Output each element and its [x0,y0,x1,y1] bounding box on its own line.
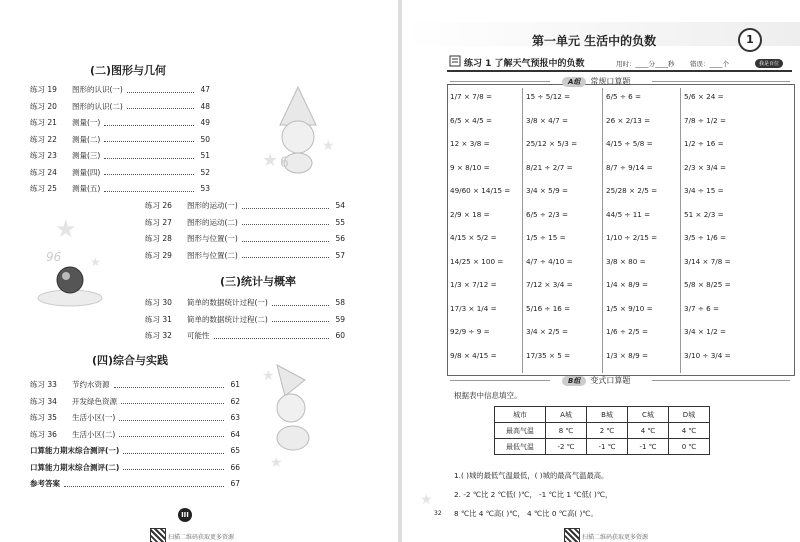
divider [450,380,550,381]
toc-title: 生活小区(二) [72,429,116,439]
toc-title: 简单的数据统计过程(二) [187,314,268,324]
toc-row[interactable] [30,101,210,112]
table-cell: 最低气温 [495,439,546,455]
toc-page: 51 [200,151,210,160]
toc-title: 图形的认识(二) [72,101,123,111]
toc-leader [272,300,329,306]
toc-page: 56 [335,234,345,243]
toc-leader [127,103,194,109]
toc-row[interactable] [30,396,240,407]
toc-code: 练习 20 [30,101,57,111]
star-icon: ★ [322,138,335,154]
drill-item: 2/9 × 18 = [450,209,490,219]
toc-title: 参考答案 [30,479,60,488]
toc-page: 55 [335,217,345,227]
toc-leader [242,252,329,258]
toc-leader [242,219,329,225]
drill-item: 3/8 × 4/7 = [526,115,569,125]
toc-code: 练习 24 [30,167,57,177]
star-icon: ★ [90,255,101,269]
table-cell: 城市 [495,407,546,423]
toc-row[interactable] [30,445,240,456]
toc-page: 54 [335,201,345,210]
toc-row[interactable] [145,314,345,325]
drill-item: 3/4 × 2/5 = [526,327,569,336]
section-b-tag: B组 [562,376,586,386]
page-number: 32 [434,510,442,517]
toc-page: 50 [200,134,210,144]
toc-row[interactable] [30,412,240,423]
drill-item: 3/4 × 5/9 = [526,186,569,195]
toc-row[interactable] [30,134,210,145]
section-heading: (三)统计与概率 [220,275,297,288]
star-icon: ★ [262,150,279,171]
toc-title: 简单的数据统计过程(一) [187,298,268,307]
drill-item: 3/4 × 1/2 = [684,327,727,336]
toc-code: 练习 22 [30,134,57,144]
toc-leader [104,186,194,192]
drill-item: 3/10 ÷ 3/4 = [684,350,731,360]
table-cell: B城 [587,407,628,423]
toc-code: 练习 26 [145,201,172,210]
drill-item: 25/28 × 2/5 = [606,186,658,195]
drill-item: 8/7 ÷ 9/14 = [606,162,653,172]
toc-title: 图形与位置(一) [187,234,238,243]
drill-item: 44/5 ÷ 11 = [606,209,651,219]
toc-page: 65 [230,446,240,455]
toc-leader [121,398,224,404]
note-icon [449,55,461,67]
toc-code: 练习 30 [145,298,172,307]
drill-item: 3/4 ÷ 15 = [684,186,724,195]
toc-row[interactable] [145,200,345,211]
star-icon: ★ [262,368,275,384]
toc-page: 60 [335,331,345,340]
table-cell: 4 ℃ [669,423,710,439]
footer-text: 扫描二维码获取更多资源 [582,534,649,541]
toc-row[interactable] [30,117,210,128]
drill-item: 15 ÷ 5/12 = [526,92,571,101]
toc-row[interactable] [30,379,240,390]
toc-page: 64 [230,429,240,439]
toc-row[interactable] [145,233,345,244]
toc-leader [104,120,194,126]
drill-item: 1/10 ÷ 2/15 = [606,233,658,242]
drill-item: 6/5 ÷ 2/3 = [526,209,569,219]
toc-code: 练习 23 [30,151,57,160]
drill-item: 8/21 ÷ 2/7 = [526,162,573,172]
toc-leader [214,333,330,339]
page-number: III [178,508,192,522]
divider [652,380,790,381]
toc-row[interactable] [30,429,240,440]
drill-item: 17/35 × 5 = [526,350,571,360]
drill-item: 7/12 × 3/4 = [526,280,573,289]
toc-page: 53 [200,184,210,193]
toc-title: 测量(二) [72,134,101,144]
toc-title: 测量(五) [72,184,101,193]
drill-item: 3/14 × 7/8 = [684,256,731,266]
drill-item: 5/6 × 24 = [684,92,724,101]
toc-row[interactable] [30,84,210,95]
toc-code: 练习 32 [145,331,172,340]
toc-row[interactable] [145,297,345,308]
drill-item: 2/3 × 3/4 = [684,162,727,172]
toc-row[interactable] [30,478,240,489]
toc-title: 测量(一) [72,118,101,127]
toc-page: 47 [200,85,210,94]
toc-code: 练习 19 [30,85,57,94]
question-line: 8 ℃比 4 ℃高( )℃， 4 ℃比 0 ℃高( )℃。 [454,509,598,518]
toc-page: 61 [230,380,240,389]
table-cell: A城 [546,407,587,423]
toc-leader [242,203,329,209]
drill-item: 9 × 8/10 = [450,162,490,172]
toc-leader [123,448,224,454]
exercise-title: 练习 1 了解天气预报中的负数 [464,59,585,69]
toc-title: 生活小区(一) [72,413,116,422]
toc-row[interactable] [30,183,210,194]
svg-text:6: 6 [280,155,289,171]
drill-item: 4/15 ÷ 5/8 = [606,139,653,148]
toc-code: 练习 34 [30,396,57,406]
toc-page: 59 [335,314,345,324]
toc-page: 66 [230,462,240,472]
toc-title: 口算能力期末综合测评(二) [30,462,120,472]
toc-page: 62 [230,396,240,406]
toc-row[interactable] [30,150,210,161]
toc-page: 57 [335,250,345,260]
drill-item: 9/8 × 4/15 = [450,350,497,360]
drill-item: 3/5 ÷ 1/6 = [684,233,727,242]
errors-field: 错误：____个 [690,60,729,68]
drill-item: 1/2 ÷ 16 = [684,139,724,148]
table-cell: -1 ℃ [628,439,669,455]
toc-leader [104,169,194,175]
toc-page: 48 [200,101,210,111]
drill-item: 1/4 × 8/9 = [606,280,649,289]
table-cell: D城 [669,407,710,423]
drill-item: 49/60 × 14/15 = [450,186,511,195]
time-field: 用时：____分____秒 [616,60,675,68]
toc-code: 练习 35 [30,413,57,422]
table-header-row [495,407,710,423]
table-cell: 8 ℃ [546,423,587,439]
column-divider [680,88,681,373]
toc-title: 可能性 [187,331,210,340]
drill-item: 7/8 ÷ 1/2 = [684,115,727,125]
section-heading: (四)综合与实践 [92,354,169,367]
toc-title: 图形的运动(二) [187,217,238,227]
table-cell: C城 [628,407,669,423]
mascot-badge: 96 [46,250,62,264]
section-a-tag: A组 [562,77,586,87]
toc-code: 练习 31 [145,314,172,324]
left-page [0,0,398,542]
divider [450,81,550,82]
toc-leader [119,415,224,421]
drill-item: 17/3 × 1/4 = [450,303,497,313]
right-page [402,0,800,542]
toc-page: 63 [230,413,240,422]
toc-code: 练习 36 [30,429,57,439]
drill-item: 1/3 × 7/12 = [450,280,497,289]
instruction: 根据表中信息填空。 [454,391,522,400]
column-divider [522,88,523,373]
section-heading: (二)图形与几何 [90,64,167,77]
star-icon: ★ [420,492,433,508]
qr-code-icon[interactable] [150,528,166,542]
toc-title: 测量(三) [72,151,101,160]
table-cell: 2 ℃ [587,423,628,439]
column-divider [602,88,603,373]
toc-title: 口算能力期末综合测评(一) [30,446,120,455]
drill-item: 1/5 ÷ 15 = [526,233,566,242]
drill-item: 1/6 ÷ 2/5 = [606,327,649,336]
table-cell: 最高气温 [495,423,546,439]
toc-leader [123,464,224,470]
drill-item: 26 × 2/13 = [606,115,651,125]
toc-page: 52 [200,167,210,177]
drill-item: 5/8 × 8/25 = [684,280,731,289]
toc-code: 练习 21 [30,118,57,127]
toc-title: 开发绿色资源 [72,396,117,406]
question-line: 2. -2 ℃比 2 ℃低( )℃， -1 ℃比 1 ℃低( )℃， [454,490,613,499]
toc-row[interactable] [30,167,210,178]
toc-code: 练习 25 [30,184,57,193]
drill-item: 25/12 × 5/3 = [526,139,578,148]
toc-leader [114,382,225,388]
toc-title: 测量(四) [72,167,101,177]
toc-title: 图形的认识(一) [72,85,123,94]
divider [652,81,790,82]
toc-leader [127,87,194,93]
drill-item: 92/9 ÷ 9 = [450,327,490,336]
star-icon: ★ [270,455,283,471]
unit-number: 1 [738,28,762,52]
toc-title: 图形与位置(二) [187,250,238,260]
toc-code: 练习 27 [145,217,172,227]
toc-row[interactable] [145,250,345,261]
star-icon: ★ [55,215,77,243]
toc-leader [104,136,194,142]
qr-code-icon[interactable] [564,528,580,542]
drill-item: 5/16 ÷ 16 = [526,303,571,313]
toc-row[interactable] [145,330,345,341]
question-line: 1.( )城的最低气温最低，( )城的最高气温最高。 [454,471,609,480]
drill-item: 14/25 × 100 = [450,256,504,266]
toc-page: 67 [230,479,240,488]
footer-text: 扫描二维码获取更多资源 [168,534,235,541]
table-cell: -2 ℃ [546,439,587,455]
toc-title: 节约水资源 [72,380,110,389]
section-a-label: 常规口算题 [590,77,631,86]
toc-leader [242,236,329,242]
toc-row[interactable] [145,217,345,228]
toc-page: 49 [200,118,210,127]
toc-code: 练习 29 [145,250,172,260]
temperature-table [494,406,710,455]
table-cell: 0 ℃ [669,439,710,455]
section-a-header [562,76,630,87]
toc-leader [104,153,194,159]
drill-item: 51 × 2/3 = [684,209,724,219]
table-cell: 4 ℃ [628,423,669,439]
grade-badge: 我是百位 [755,59,783,68]
unit-title: 第一单元 生活中的负数 [532,34,657,48]
table-cell: -1 ℃ [587,439,628,455]
drill-item: 4/15 × 5/2 = [450,233,497,242]
toc-code: 练习 28 [145,234,172,243]
toc-leader [64,481,224,487]
drill-item: 4/7 ÷ 4/10 = [526,256,573,266]
toc-page: 58 [335,298,345,307]
section-b-header [562,375,630,386]
section-b-label: 变式口算题 [590,376,631,385]
toc-title: 图形的运动(一) [187,201,238,210]
toc-leader [119,431,224,437]
drill-item: 12 × 3/8 = [450,139,490,148]
table-row [495,423,710,439]
table-row [495,439,710,455]
drill-item: 6/5 ÷ 6 = [606,92,642,101]
toc-row[interactable] [30,462,240,473]
drill-item: 1/3 × 8/9 = [606,350,649,360]
drill-item: 6/5 × 4/5 = [450,115,493,125]
drill-item: 1/7 × 7/8 = [450,92,493,101]
toc-leader [272,316,329,322]
globe-mascot-icon [30,240,110,310]
toc-code: 练习 33 [30,380,57,389]
drill-item: 1/5 × 9/10 = [606,303,653,313]
drill-item: 3/7 ÷ 6 = [684,303,720,313]
drill-item: 3/8 × 80 = [606,256,646,266]
